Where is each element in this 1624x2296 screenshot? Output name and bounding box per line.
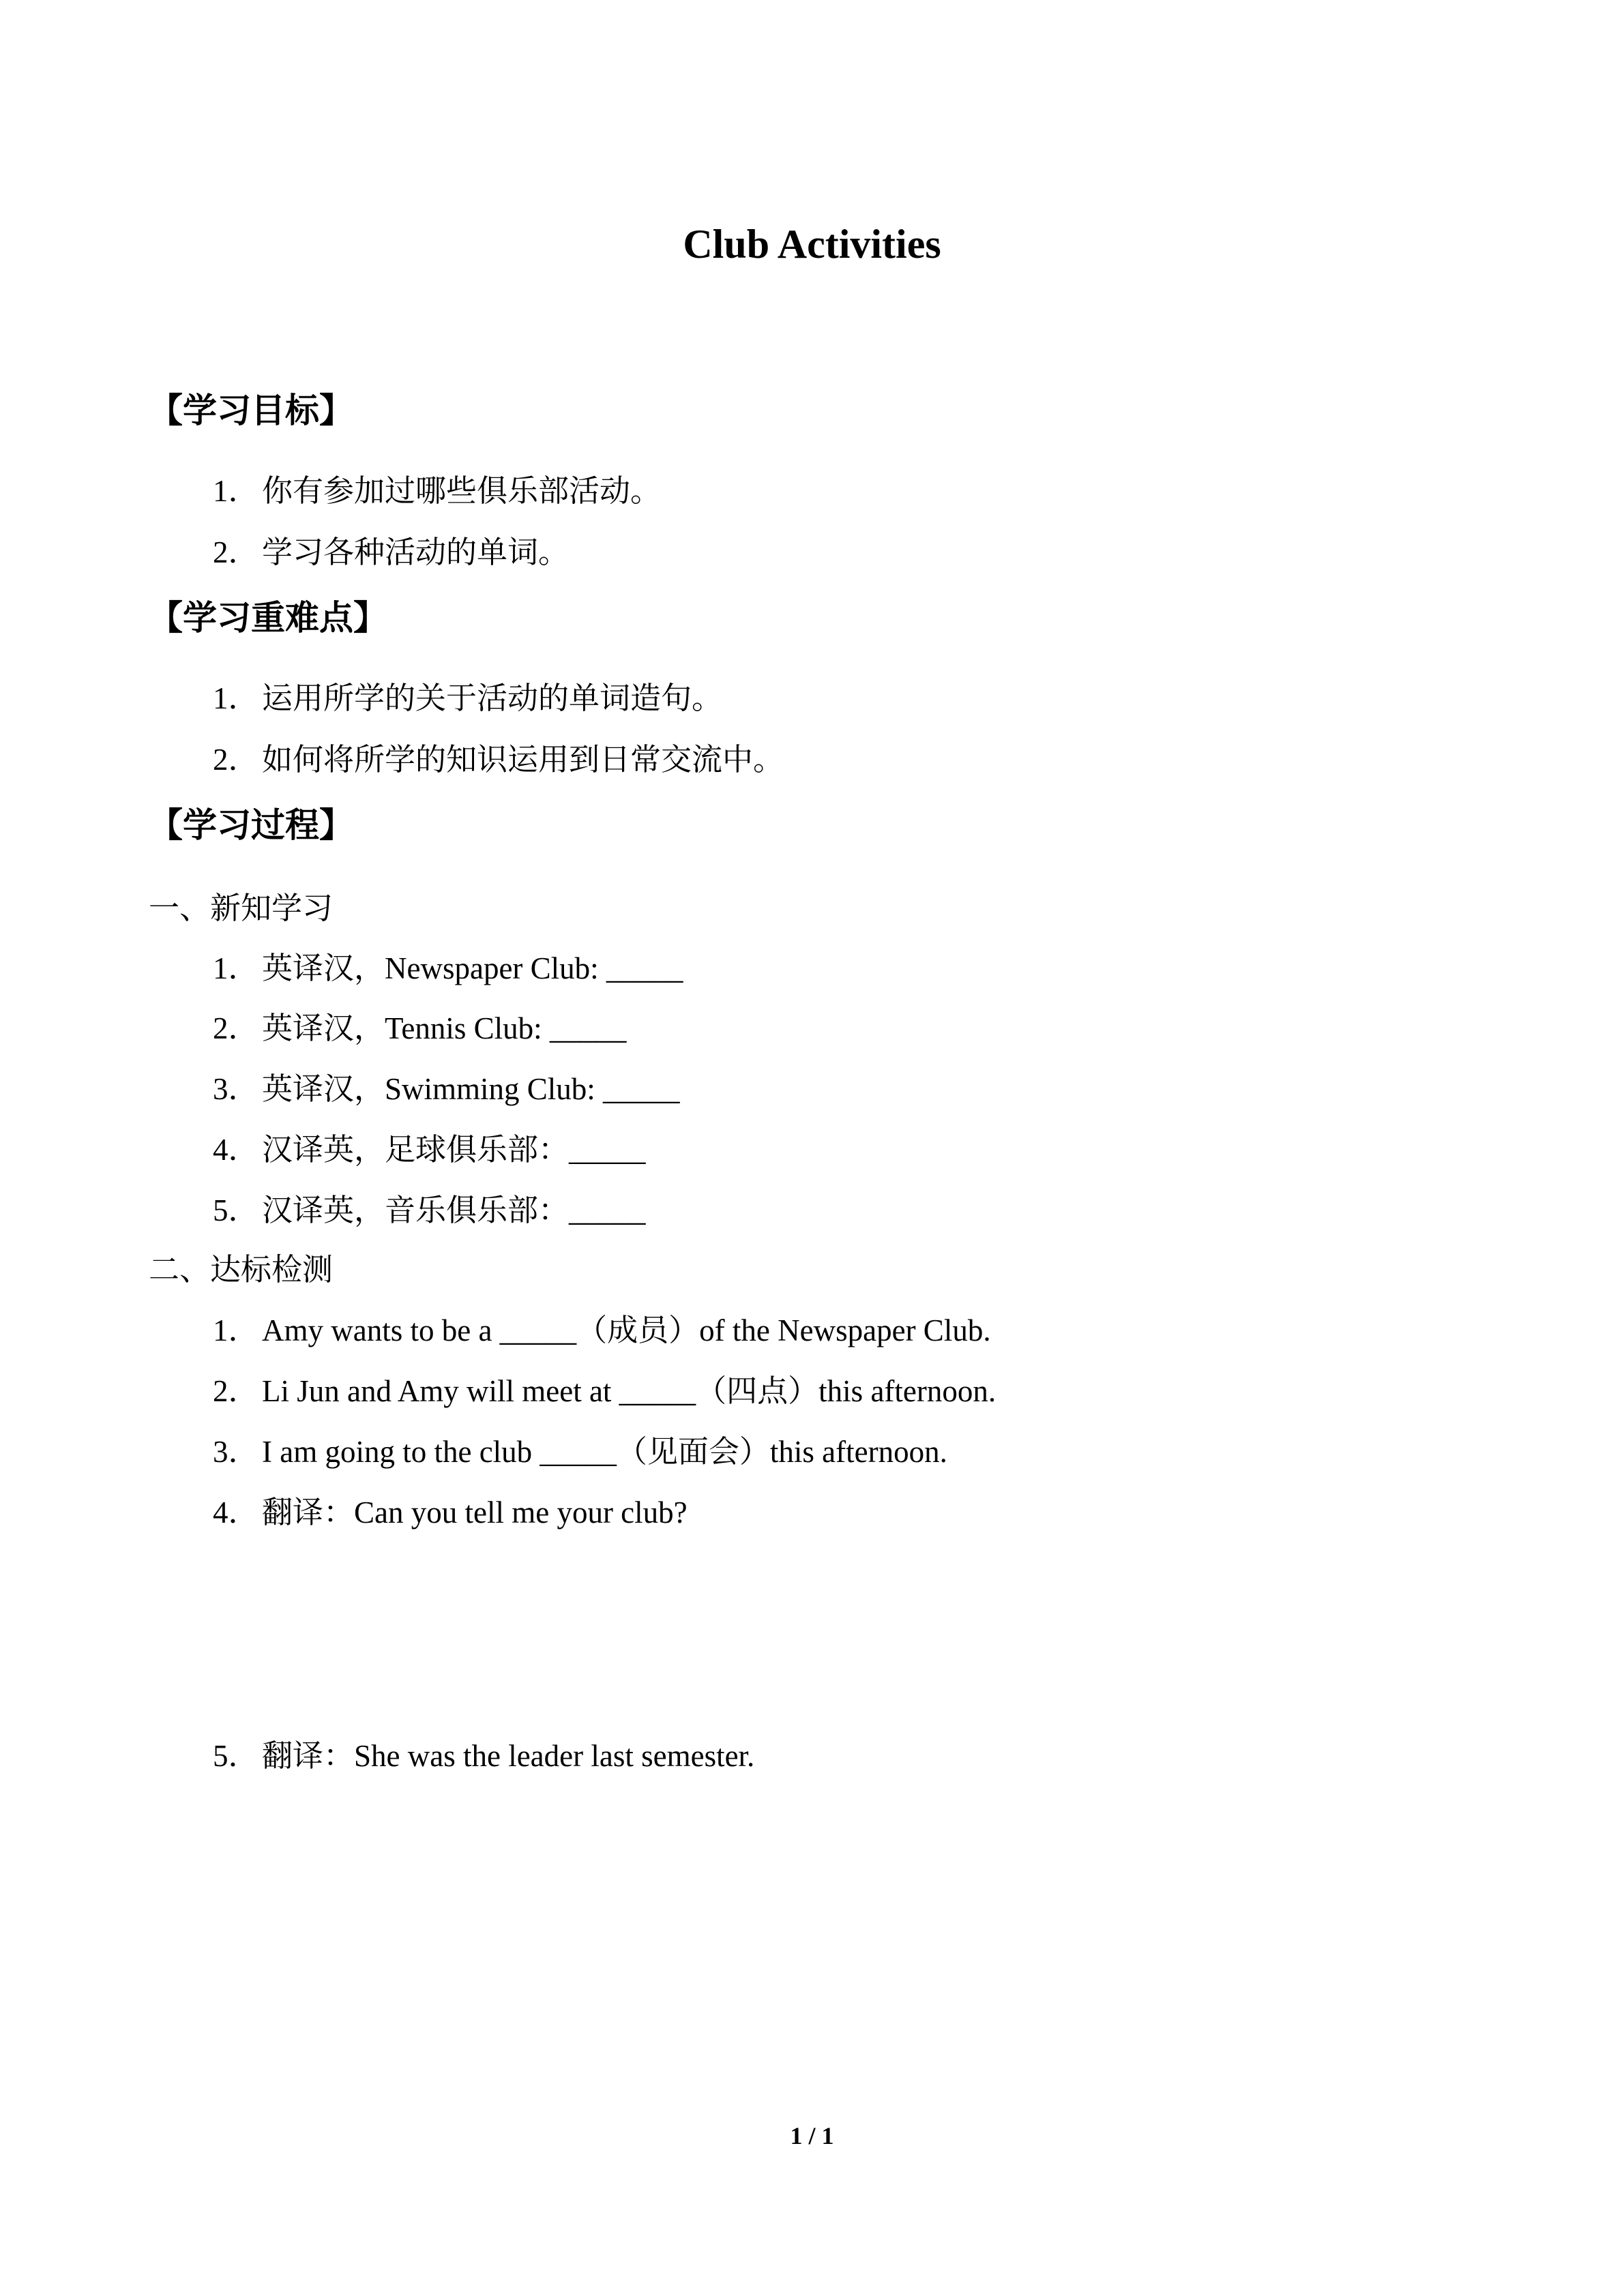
item-text: 运用所学的关于活动的单词造句。	[262, 681, 723, 715]
subsection-heading-new-knowledge: 一、新知学习	[149, 891, 334, 925]
item-text: 你有参加过哪些俱乐部活动。	[262, 474, 662, 508]
item-text: 如何将所学的知识运用到日常交流中。	[262, 743, 784, 777]
item-number: 2．	[213, 535, 259, 569]
list-item	[213, 678, 722, 719]
exercise-item	[213, 1190, 646, 1231]
exercise-item	[213, 1431, 947, 1472]
page-title: Club Activities	[683, 222, 941, 267]
item-number: 4．	[213, 1495, 259, 1530]
item-number: 1．	[213, 474, 259, 508]
item-text: 翻译：She was the leader last semester.	[262, 1739, 755, 1773]
item-number: 5．	[213, 1193, 259, 1227]
section-heading-key-difficulties: 【学习重难点】	[149, 598, 387, 638]
list-item	[213, 532, 569, 573]
item-text: Li Jun and Amy will meet at _____（四点）this afternoon.	[262, 1374, 996, 1408]
item-number: 5．	[213, 1739, 259, 1773]
exercise-item	[213, 1008, 626, 1049]
item-number: 4．	[213, 1133, 259, 1167]
item-number: 1．	[213, 681, 259, 715]
item-number: 2．	[213, 743, 259, 777]
item-text: 学习各种活动的单词。	[262, 535, 570, 569]
exercise-item	[213, 1310, 991, 1351]
item-text: 英译汉，Swimming Club: _____	[262, 1072, 680, 1106]
exercise-item	[213, 1129, 646, 1170]
exercise-item	[213, 1735, 754, 1776]
exercise-item	[213, 948, 683, 989]
section-heading-learning-process: 【学习过程】	[149, 805, 353, 845]
item-text: 汉译英，音乐俱乐部：_____	[262, 1193, 646, 1227]
page-number: 1 / 1	[790, 2122, 834, 2149]
item-text: 英译汉，Tennis Club: _____	[262, 1011, 627, 1045]
item-text: 英译汉，Newspaper Club: _____	[262, 951, 683, 985]
item-number: 1．	[213, 951, 259, 985]
section-heading-learning-goals: 【学习目标】	[149, 391, 353, 430]
item-text: I am going to the club _____（见面会）this afternoon.	[262, 1435, 947, 1469]
item-number: 1．	[213, 1313, 259, 1347]
item-text: 汉译英，足球俱乐部：_____	[262, 1133, 646, 1167]
exercise-item	[213, 1371, 996, 1412]
exercise-item	[213, 1069, 680, 1109]
item-number: 2．	[213, 1374, 259, 1408]
list-item	[213, 471, 661, 511]
subsection-heading-assessment: 二、达标检测	[149, 1253, 334, 1287]
list-item	[213, 739, 784, 780]
item-number: 3．	[213, 1435, 259, 1469]
item-text: Amy wants to be a _____（成员）of the Newspaper Club.	[262, 1313, 991, 1347]
exercise-item	[213, 1492, 688, 1533]
item-text: 翻译：Can you tell me your club?	[262, 1495, 688, 1530]
item-number: 2．	[213, 1011, 259, 1045]
item-number: 3．	[213, 1072, 259, 1106]
